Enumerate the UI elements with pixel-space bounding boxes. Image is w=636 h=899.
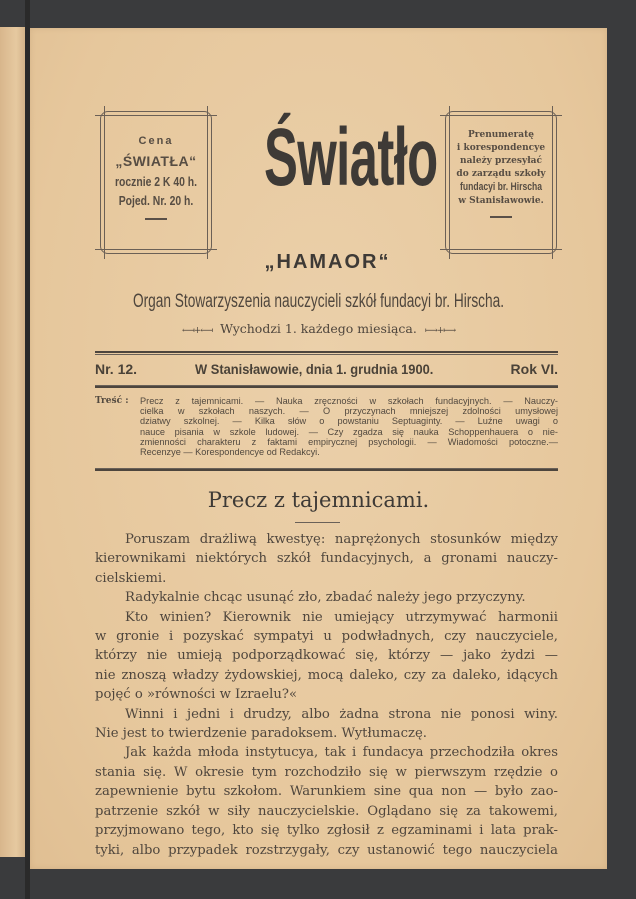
article-line: Jak każda młoda instytucya, tak i fundacya przechodziła okres [125, 745, 558, 761]
issue-line [95, 361, 558, 381]
article-line: przyjmowano tego, kto się tylko zgłosił z egzaminami i lata prak- [95, 823, 558, 839]
frequency-line [30, 321, 607, 336]
article-line: tyki, albo przypadek rozstrzygały, czy ustanowić tego nauczyciela [95, 842, 558, 858]
contents-line: dziatwy szkolnej. — Kilka słów o powstaniu Septuaginty. — Luźne uwagi o [140, 416, 558, 427]
box-divider [490, 216, 512, 218]
newspaper-page [30, 28, 607, 869]
contents-line: Recenzye — Korespondencye od Redakcyi. [140, 447, 320, 458]
article-line: Winni i jedni i drudzy, albo żadna strona nie ponosi winy. [125, 706, 558, 722]
article-line: pojęć o »równości w Izraelu?« [95, 687, 298, 703]
journal-subtitle: „HAMAOR“ [264, 251, 391, 273]
article-line: Nie jest to twierdzenie paradoksem. Wytłumaczę. [95, 726, 427, 742]
article-title: Precz z tajemnicami. [207, 488, 430, 512]
article-line: w gronie i pozyskać sympatyi u podwładnych, czy nauczyciele, [95, 629, 558, 645]
ornament-right-icon: ⟼+⟼ [424, 326, 456, 336]
article-line: stania się. W okresie tym rozchodziło się w pierwszym rzędzie o [95, 764, 558, 780]
article-line: Kto winien? Kierownik nie umiejący utrzymywać harmonii [125, 609, 558, 625]
subscription-line: należy przesyłać [460, 156, 542, 166]
title-divider [295, 522, 340, 523]
contents-line: Precz z tajemnicami. — Nauka zręczności w szkołach fundacyjnych. — Nauczy- [140, 396, 558, 406]
ornament-left-icon: ⟻+⟻ [181, 326, 213, 336]
subscription-box [445, 111, 557, 254]
masthead [30, 28, 607, 288]
contents-line: nauce pisania w szkole ludowej. — Czy zgadza się nauka Schoppenhauera o nie- [140, 426, 558, 437]
subscription-foundation: fundacyi br. Hirscha [459, 181, 543, 193]
article-line: patrzenie szkół w siły nauczycielskie. Oglądano się za takowemi, [95, 803, 558, 819]
price-journal-name: „ŚWIATŁA“ [115, 153, 197, 169]
price-label: Cena [138, 135, 174, 147]
contents-line: zmienności charakteru z faktami empirycznej psychologii. — Wiadomości potoczne.— [140, 436, 558, 447]
table-of-contents [95, 396, 558, 457]
subscription-line: Prenumeratę [467, 130, 535, 140]
journal-title: Światło [263, 112, 438, 203]
article-line: zapewnienie bytu szkołom. Warunkiem sine qua non — było zao- [95, 784, 558, 800]
box-divider [145, 218, 167, 220]
article-line: cielskiemi. [95, 570, 167, 586]
subscription-line: do zarządu szkoły [456, 169, 546, 179]
previous-page-edge [0, 27, 27, 857]
article-body [95, 530, 558, 860]
organ-line: Organ Stowarzyszenia nauczycieli szkół fundacyi br. Hirscha. [132, 291, 505, 312]
price-box [100, 111, 212, 254]
contents-line: cielka w szkołach naszych. — O przyczynach mniejszej zdolności umysłowej [140, 406, 558, 417]
article-line: kierownikami niektórych szkół fundacyjnych, a gronami nauczy- [95, 551, 558, 567]
article-line: Radykalnie chcąc usunąć zło, zbadać należy jego przyczyny. [125, 590, 526, 606]
contents-rule [95, 468, 558, 471]
article-line: nie znoszą władzy żydowskiej, mocą daleko, czy za daleko, idących [95, 667, 558, 683]
subscription-city: w Stanisławowie. [458, 196, 544, 206]
issue-place-date: W Stanisławowie, dnia 1. grudnia 1900. [195, 361, 434, 377]
subscription-line: i korespondencye [456, 143, 546, 153]
price-single: Pojed. Nr. 20 h. [118, 193, 194, 208]
article-line: Poruszam drażliwą kwestyę: naprężonych stosunków między [125, 532, 558, 547]
contents-label: Treść : [95, 396, 129, 406]
article-line: którzy nie umieją podporządkować się, którzy — jako żydzi — [95, 648, 558, 664]
header-rule [95, 351, 558, 355]
issue-year: Rok VI. [510, 361, 558, 377]
price-yearly: rocznie 2 K 40 h. [114, 174, 198, 189]
issue-number: Nr. 12. [95, 361, 138, 377]
frequency-text: Wychodzi 1. każdego miesiąca. [220, 321, 417, 336]
issue-rule [95, 385, 558, 388]
